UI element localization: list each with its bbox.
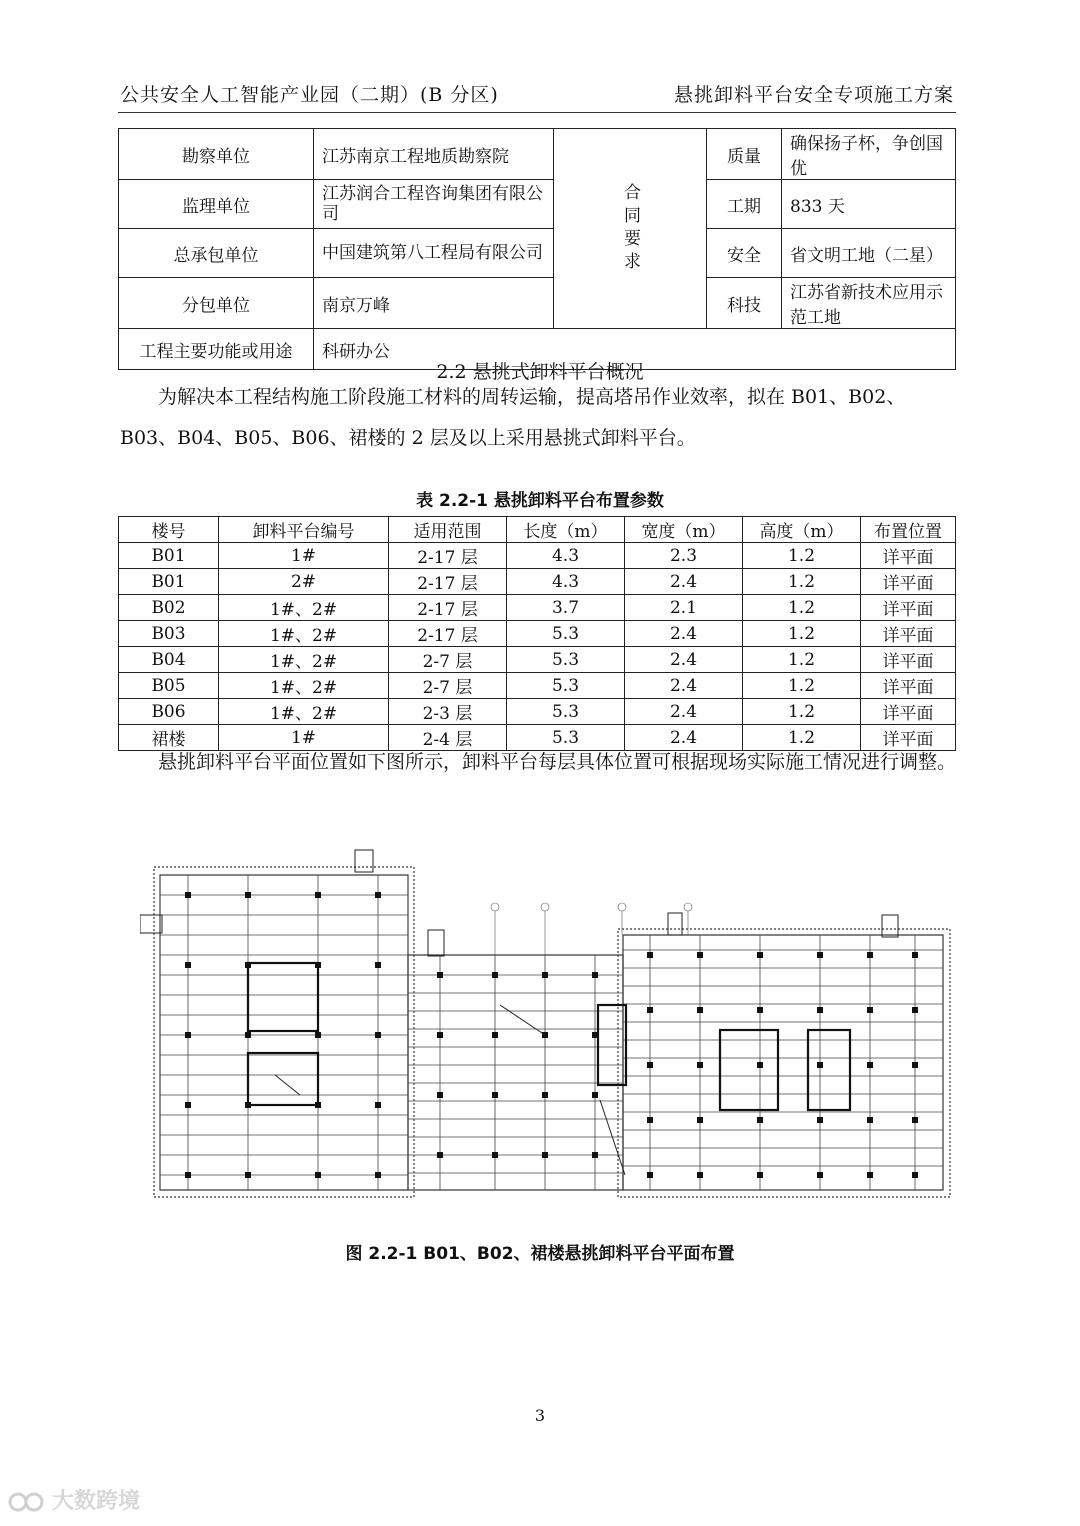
column-mark (375, 962, 381, 968)
column-mark (867, 952, 873, 958)
table-cell: 2-17 层 (389, 595, 507, 621)
contract-key: 质量 (707, 129, 782, 180)
column-mark (912, 1117, 918, 1123)
table-cell: 1# (219, 725, 389, 751)
column-header: 卸料平台编号 (219, 517, 389, 543)
table-cell: 2.4 (625, 699, 743, 725)
column-mark (245, 892, 251, 898)
table-cell: 详平面 (861, 725, 956, 751)
table-cell: 1# (219, 543, 389, 569)
table-cell: 5.3 (507, 699, 625, 725)
table-cell: B04 (119, 647, 219, 673)
table-row (119, 180, 956, 229)
table-cell: 5.3 (507, 647, 625, 673)
column-mark (757, 1117, 763, 1123)
column-mark (697, 1062, 703, 1068)
column-mark (647, 1062, 653, 1068)
table-cell: B01 (119, 543, 219, 569)
table-row (119, 673, 956, 699)
column-mark (817, 1172, 823, 1178)
column-mark (185, 1032, 191, 1038)
table-cell: 详平面 (861, 647, 956, 673)
column-mark (592, 1092, 598, 1098)
contract-value: 确保扬子杯，争创国优 (782, 129, 956, 180)
column-mark (867, 1062, 873, 1068)
table-row (119, 595, 956, 621)
floor-plan-drawing (140, 845, 955, 1225)
table-cell: 4.3 (507, 543, 625, 569)
table-row (119, 647, 956, 673)
column-mark (912, 1062, 918, 1068)
info-value: 江苏润合工程咨询集团有限公司 (314, 180, 554, 229)
column-mark (647, 1007, 653, 1013)
table-cell: B01 (119, 569, 219, 595)
column-mark (867, 1117, 873, 1123)
table-cell: 2# (219, 569, 389, 595)
table-cell: 5.3 (507, 621, 625, 647)
paragraph-2: 悬挑卸料平台平面位置如下图所示，卸料平台每层具体位置可根据现场实际施工情况进行调整。 (158, 751, 957, 773)
column-header: 楼号 (119, 517, 219, 543)
column-mark (757, 1062, 763, 1068)
table-cell: B02 (119, 595, 219, 621)
header-right: 悬挑卸料平台安全专项施工方案 (673, 84, 954, 106)
table-cell: 1#、2# (219, 595, 389, 621)
column-mark (315, 1032, 321, 1038)
table-caption: 表 2.2-1 悬挑卸料平台布置参数 (416, 491, 664, 511)
table-cell: 裙楼 (119, 725, 219, 751)
table-cell: 2.4 (625, 673, 743, 699)
table-cell: 2.3 (625, 543, 743, 569)
table-cell: 1#、2# (219, 621, 389, 647)
table-cell: 5.3 (507, 673, 625, 699)
table-cell: 2.4 (625, 725, 743, 751)
column-mark (817, 1062, 823, 1068)
column-mark (592, 1152, 598, 1158)
column-mark (912, 952, 918, 958)
table-cell: 1.2 (743, 647, 861, 673)
table-cell: 详平面 (861, 595, 956, 621)
contract-value: 江苏省新技术应用示范工地 (782, 278, 956, 329)
table-row (119, 621, 956, 647)
column-header: 布置位置 (861, 517, 956, 543)
column-mark (185, 892, 191, 898)
watermark-text: 大数跨境 (52, 1489, 141, 1514)
column-mark (315, 1172, 321, 1178)
column-mark (912, 1007, 918, 1013)
column-mark (375, 892, 381, 898)
column-mark (492, 1152, 498, 1158)
table-cell: 详平面 (861, 673, 956, 699)
column-mark (542, 1152, 548, 1158)
column-mark (817, 1117, 823, 1123)
column-mark (437, 1092, 443, 1098)
paragraph-1: 为解决本工程结构施工阶段施工材料的周转运输，提高塔吊作业效率，拟在 B01、B02、B03、B04、B05、B06、裙楼的 2 层及以上采用悬挑式卸料平台。 (120, 386, 906, 449)
column-mark (185, 1102, 191, 1108)
column-mark (817, 952, 823, 958)
table-cell: 2-7 层 (389, 673, 507, 699)
table-cell: 1#、2# (219, 699, 389, 725)
column-mark (647, 952, 653, 958)
column-mark (542, 972, 548, 978)
table-cell: 4.3 (507, 569, 625, 595)
info-label: 分包单位 (119, 278, 314, 329)
info-value: 南京万峰 (314, 278, 554, 329)
column-mark (492, 1092, 498, 1098)
contract-value: 省文明工地（二星） (782, 229, 956, 278)
table-cell: 1.2 (743, 699, 861, 725)
table-cell: B03 (119, 621, 219, 647)
column-mark (492, 1032, 498, 1038)
column-mark (437, 1032, 443, 1038)
contract-key: 科技 (707, 278, 782, 329)
table-header-row (119, 517, 956, 543)
table-cell: 2-17 层 (389, 621, 507, 647)
column-mark (867, 1007, 873, 1013)
info-label: 监理单位 (119, 180, 314, 229)
column-mark (375, 1032, 381, 1038)
column-mark (592, 972, 598, 978)
table-cell: 2.4 (625, 647, 743, 673)
table-cell: 1.2 (743, 569, 861, 595)
table-cell: 5.3 (507, 725, 625, 751)
table-cell: 1.2 (743, 595, 861, 621)
table-cell: 2.4 (625, 621, 743, 647)
table-cell: 1.2 (743, 725, 861, 751)
table-cell: 2-4 层 (389, 725, 507, 751)
column-mark (245, 1172, 251, 1178)
table-cell: 详平面 (861, 699, 956, 725)
table-cell: 详平面 (861, 543, 956, 569)
column-header: 长度（m） (507, 517, 625, 543)
column-mark (492, 972, 498, 978)
contract-label: 合同要求 (554, 129, 707, 329)
info-label: 工程主要功能或用途 (119, 329, 314, 370)
column-mark (697, 1007, 703, 1013)
table-cell: 1.2 (743, 543, 861, 569)
figure-caption: 图 2.2-1 B01、B02、裙楼悬挑卸料平台平面布置 (345, 1244, 735, 1264)
table-cell: 1.2 (743, 621, 861, 647)
column-header: 适用范围 (389, 517, 507, 543)
column-mark (757, 1172, 763, 1178)
column-mark (245, 1032, 251, 1038)
column-header: 宽度（m） (625, 517, 743, 543)
watermark-logo-icon (8, 1490, 48, 1514)
column-mark (757, 952, 763, 958)
column-mark (437, 972, 443, 978)
table-cell: 1#、2# (219, 673, 389, 699)
table-cell: B06 (119, 699, 219, 725)
column-mark (817, 1007, 823, 1013)
watermark (8, 1484, 140, 1515)
column-mark (912, 1172, 918, 1178)
column-mark (375, 1172, 381, 1178)
table-cell: 3.7 (507, 595, 625, 621)
table-cell: 2.1 (625, 595, 743, 621)
platform-params-table (118, 516, 956, 751)
info-value: 中国建筑第八工程局有限公司 (314, 229, 554, 278)
column-header: 高度（m） (743, 517, 861, 543)
table-cell: 2-7 层 (389, 647, 507, 673)
info-value: 江苏南京工程地质勘察院 (314, 129, 554, 180)
column-mark (647, 1117, 653, 1123)
table-row (119, 569, 956, 595)
column-mark (185, 1172, 191, 1178)
table-cell: 1#、2# (219, 647, 389, 673)
info-label: 勘察单位 (119, 129, 314, 180)
column-mark (697, 1172, 703, 1178)
table-row (119, 543, 956, 569)
table-row (119, 699, 956, 725)
table-cell: 2-3 层 (389, 699, 507, 725)
column-mark (375, 1102, 381, 1108)
column-mark (437, 1152, 443, 1158)
table-row (119, 129, 956, 180)
page-number: 3 (534, 1406, 546, 1425)
section-title: 2.2 悬挑式卸料平台概况 (436, 361, 644, 383)
column-mark (542, 1092, 548, 1098)
column-mark (867, 1172, 873, 1178)
table-cell: 2-17 层 (389, 569, 507, 595)
table-cell: 2.4 (625, 569, 743, 595)
column-mark (185, 962, 191, 968)
contract-key: 工期 (707, 180, 782, 229)
column-mark (315, 892, 321, 898)
table-row (119, 229, 956, 278)
table-cell: 详平面 (861, 569, 956, 595)
column-mark (647, 1172, 653, 1178)
info-label: 总承包单位 (119, 229, 314, 278)
header-left: 公共安全人工智能产业园（二期）(B 分区) (120, 84, 499, 106)
contract-value: 833 天 (782, 180, 956, 229)
contract-key: 安全 (707, 229, 782, 278)
table-cell: 2-17 层 (389, 543, 507, 569)
column-mark (697, 1117, 703, 1123)
column-mark (757, 1007, 763, 1013)
column-mark (697, 952, 703, 958)
table-cell: 1.2 (743, 673, 861, 699)
table-row (119, 278, 956, 329)
project-info-table (118, 128, 956, 370)
info-value: 科研办公 (314, 329, 956, 370)
table-cell: B05 (119, 673, 219, 699)
header-rule (118, 112, 956, 113)
table-cell: 详平面 (861, 621, 956, 647)
